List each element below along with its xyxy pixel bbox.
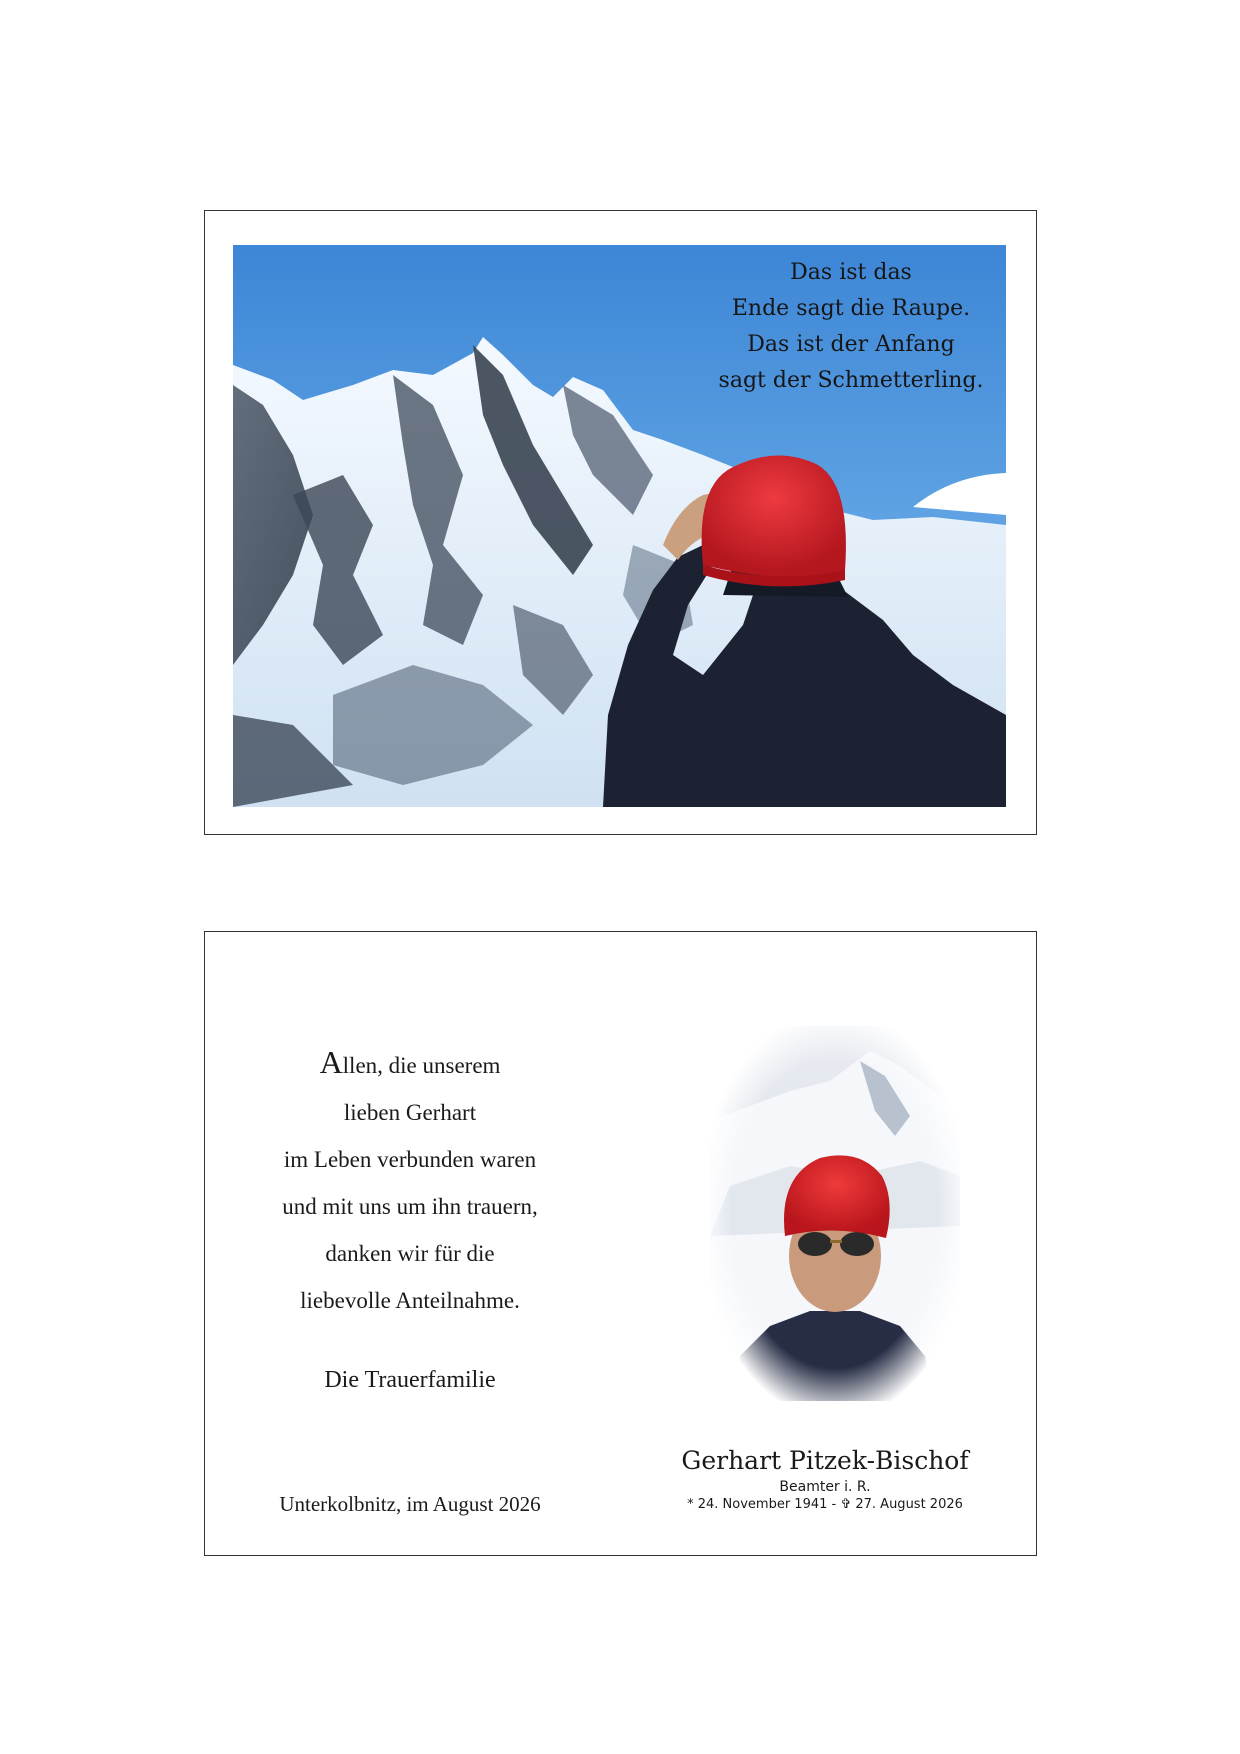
quote-line-4: sagt der Schmetterling. (718, 368, 984, 393)
front-card (204, 210, 1037, 835)
thanks-line-1 (245, 1042, 575, 1089)
thanks-line-6: liebevolle Anteilnahme. (300, 1288, 520, 1313)
thanks-line-3: im Leben verbunden waren (283, 1147, 537, 1172)
person-name: Gerhart Pitzek-Bischof (681, 1446, 969, 1475)
thanks-line-5: danken wir für die (325, 1241, 495, 1266)
thanks-line-1-rest: llen, die unserem (342, 1053, 501, 1078)
person-dates: * 24. November 1941 - ✞ 27. August 2026 (687, 1497, 963, 1512)
quote-line-1: Das ist das (790, 260, 912, 285)
quote-line-2: Ende sagt die Raupe. (731, 296, 971, 321)
thanks-initial: A (319, 1044, 343, 1080)
thanks-text (245, 1042, 575, 1324)
thanks-line-2: lieben Gerhart (343, 1100, 477, 1125)
family-signature: Die Trauerfamilie (324, 1367, 496, 1393)
portrait-photo (710, 1026, 960, 1401)
thanks-line-4: und mit uns um ihn trauern, (282, 1194, 538, 1219)
person-title: Beamter i. R. (779, 1479, 871, 1495)
inner-card (204, 931, 1037, 1556)
place-date: Unterkolbnitz, im August 2026 (279, 1492, 541, 1516)
person-info (660, 1444, 990, 1514)
quote-line-3: Das ist der Anfang (747, 332, 955, 357)
portrait-image (710, 1026, 960, 1401)
quote-text (716, 255, 986, 399)
